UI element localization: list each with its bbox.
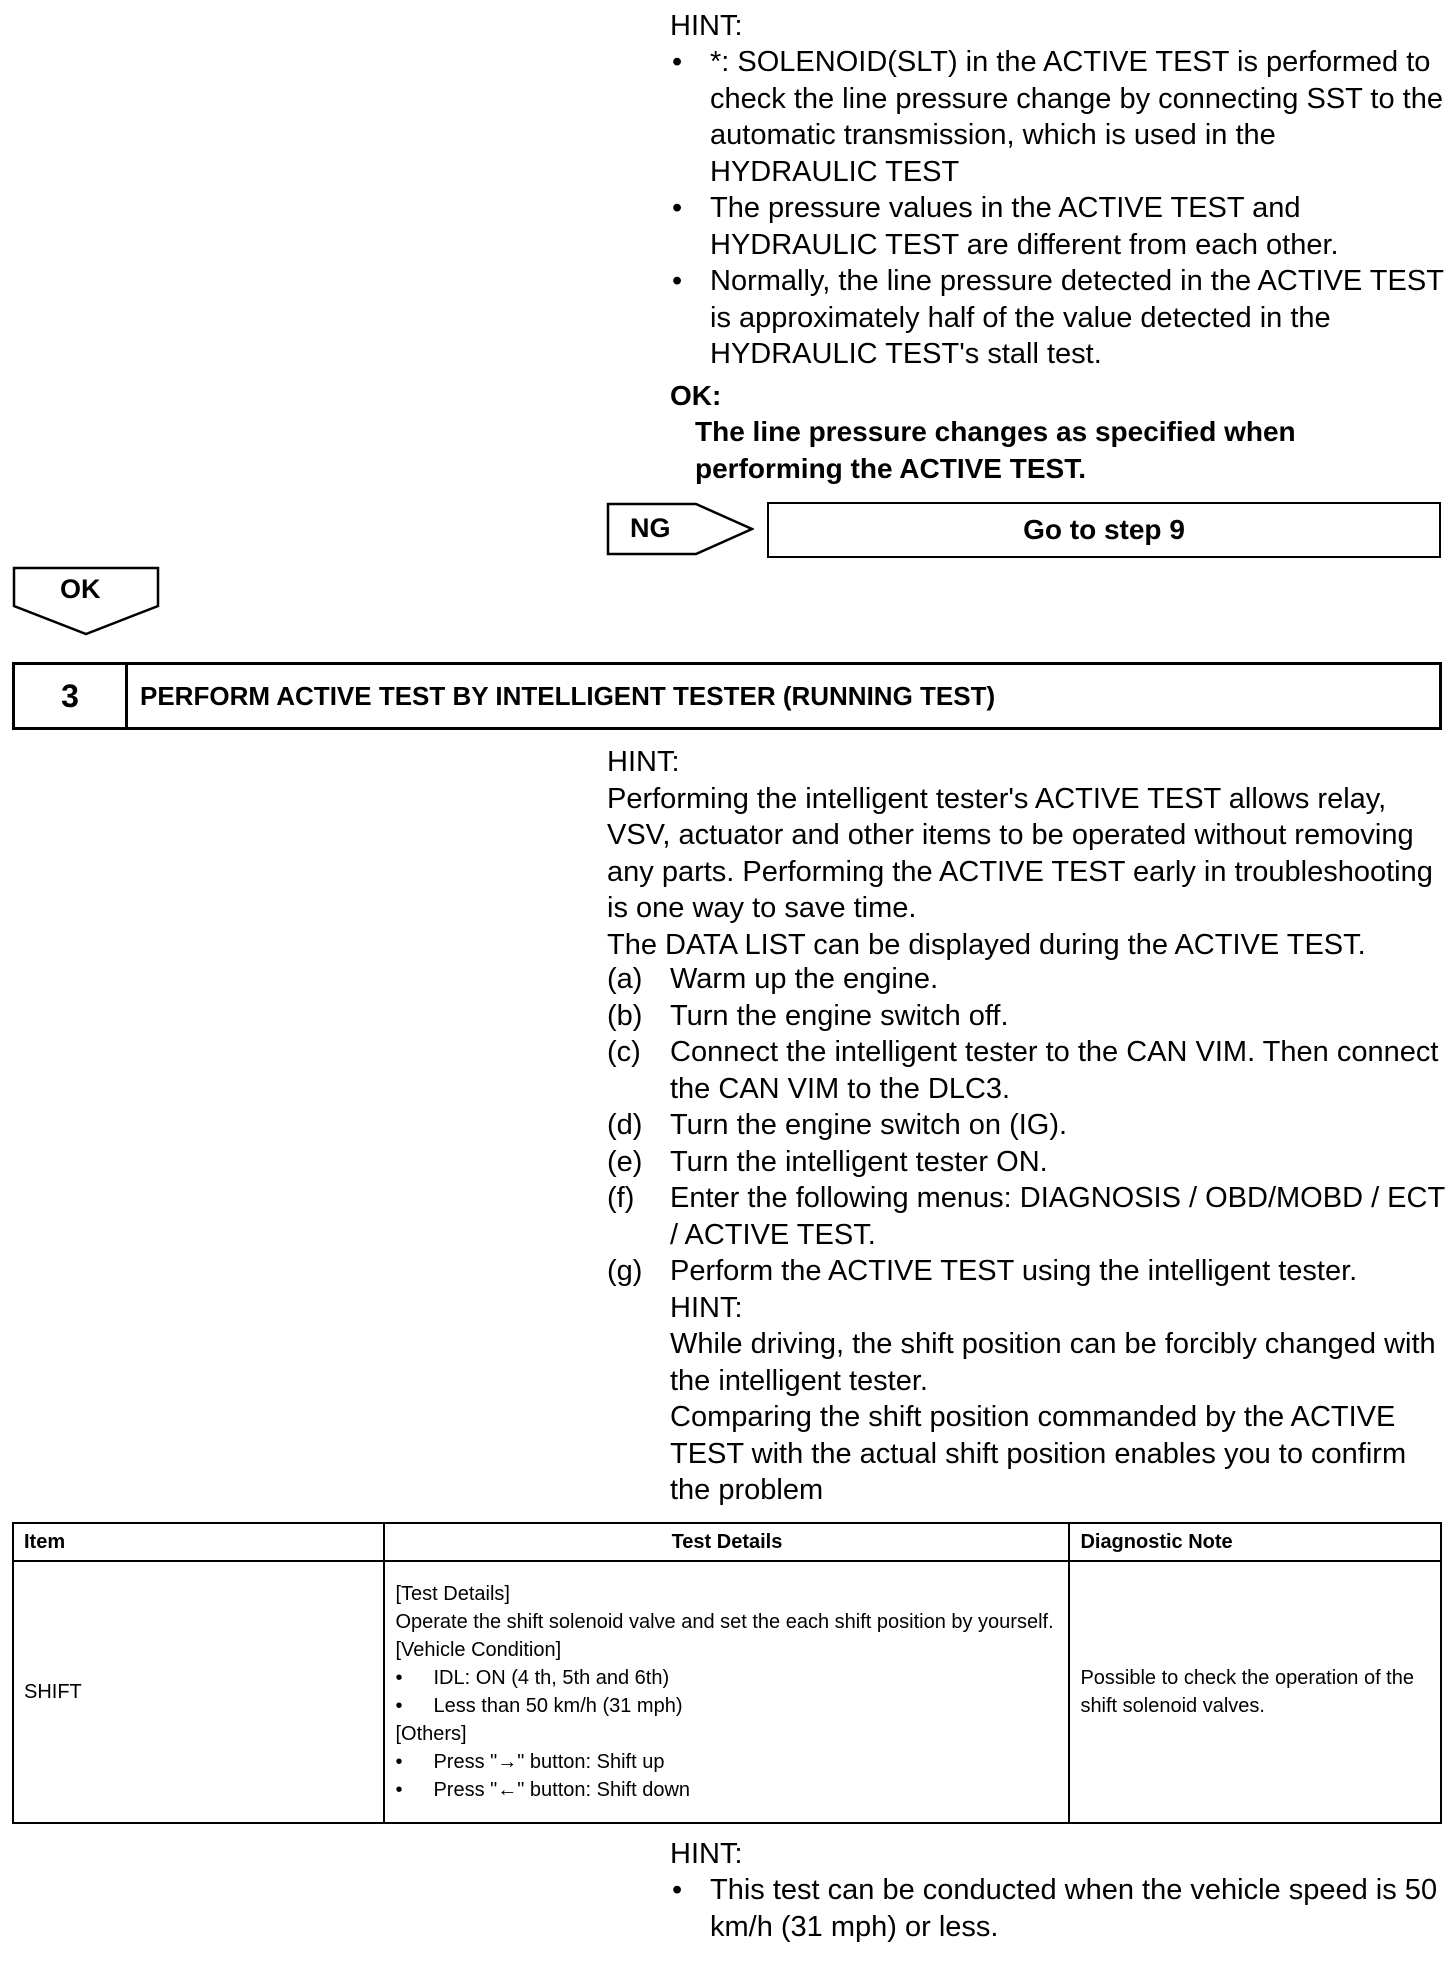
list-item: (c) Connect the intelligent tester to the CAN VIM. Then connect the CAN VIM to the DLC3. <box>607 1036 1439 1105</box>
goto-step-box: Go to step 9 <box>767 502 1441 558</box>
step-title: PERFORM ACTIVE TEST BY INTELLIGENT TESTER (RUNNING TEST) <box>140 680 996 711</box>
list-item: (d) Turn the engine switch on (IG). <box>607 1109 1068 1141</box>
cell-item: SHIFT <box>13 1561 384 1823</box>
top-hint <box>670 8 1450 373</box>
list-item: • *: SOLENOID(SLT) in the ACTIVE TEST is performed to check the line pressure change by connecting SST to the automatic transmission, which is used in the HYDRAULIC TEST <box>672 46 1443 188</box>
step3-hint <box>607 744 1447 963</box>
step-header <box>12 662 1442 730</box>
ok-label: OK <box>60 574 101 604</box>
step-number: 3 <box>15 665 128 727</box>
cell-diagnostic-note: Possible to check the operation of the shift solenoid valves. <box>1069 1561 1441 1823</box>
hint-label: HINT: <box>607 746 680 778</box>
list-item: (f) Enter the following menus: DIAGNOSIS / OBD/MOBD / ECT / ACTIVE TEST. <box>607 1182 1445 1251</box>
ng-label: NG <box>630 513 671 543</box>
list-item: • Normally, the line pressure detected in the ACTIVE TEST is approximately half of the value detected in the HYDRAULIC TEST's stall test. <box>672 265 1444 370</box>
list-item: (a) Warm up the engine. <box>607 963 939 995</box>
list-item: • This test can be conducted when the vehicle speed is 50 km/h (31 mph) or less. <box>672 1874 1438 1943</box>
hint-text: Performing the intelligent tester's ACTIVE TEST allows relay, VSV, actuator and other items to be operated without removing any parts. Performing the ACTIVE TEST early in troubleshooting is one way to save time. <box>607 782 1433 924</box>
cell-test-details: [Test Details] Operate the shift solenoid valve and set the each shift position by yourself. [Vehicle Condition] • IDL: ON (4 th, 5th and 6th) • Less than 50 km/h (31 mph) [Others] • Press "→" button: Shift up • Press "←" button: Shift down <box>384 1561 1069 1823</box>
hint-bullet-list <box>670 44 1450 373</box>
hint-text: While driving, the shift position can be forcibly changed with the intelligent tester. <box>670 1328 1436 1397</box>
table-row <box>13 1561 1441 1823</box>
column-header-test-details: Test Details <box>384 1523 1069 1561</box>
procedure-steps <box>607 961 1447 1509</box>
column-header-item: Item <box>13 1523 384 1561</box>
list-item: (e) Turn the intelligent tester ON. <box>607 1145 1048 1178</box>
hint-text: Comparing the shift position commanded by the ACTIVE TEST with the actual shift position enables you to confirm the problem <box>670 1401 1407 1506</box>
bottom-hint <box>670 1836 1450 1945</box>
hint-label: HINT: <box>670 1291 743 1324</box>
table-header-row <box>13 1523 1441 1561</box>
active-test-table <box>12 1522 1442 1824</box>
column-header-diagnostic-note: Diagnostic Note <box>1069 1523 1441 1561</box>
hint-bullet-list <box>670 1872 1450 1945</box>
hint-text-data-list: The DATA LIST can be displayed during the ACTIVE TEST. <box>607 928 1366 961</box>
list-item: (b) Turn the engine switch off. <box>607 999 1009 1032</box>
hint-label: HINT: <box>670 10 743 42</box>
ok-spec-text: The line pressure changes as specified when performing the ACTIVE TEST. <box>695 416 1296 484</box>
hint-label: HINT: <box>670 1838 743 1870</box>
ok-branch <box>12 566 160 636</box>
list-item: (g) Perform the ACTIVE TEST using the intelligent tester. HINT: While driving, the shift position can be forcibly changed with the intelligent tester. Comparing the shift position commanded by the ACTIVE TEST with the actual shift position enables you to confirm the problem <box>607 1253 1447 1509</box>
ng-branch <box>606 502 754 556</box>
ng-arrow-icon <box>606 502 754 556</box>
list-item: • The pressure values in the ACTIVE TEST and HYDRAULIC TEST are different from each other. <box>672 192 1339 261</box>
ok-spec-label: OK: <box>670 380 722 411</box>
